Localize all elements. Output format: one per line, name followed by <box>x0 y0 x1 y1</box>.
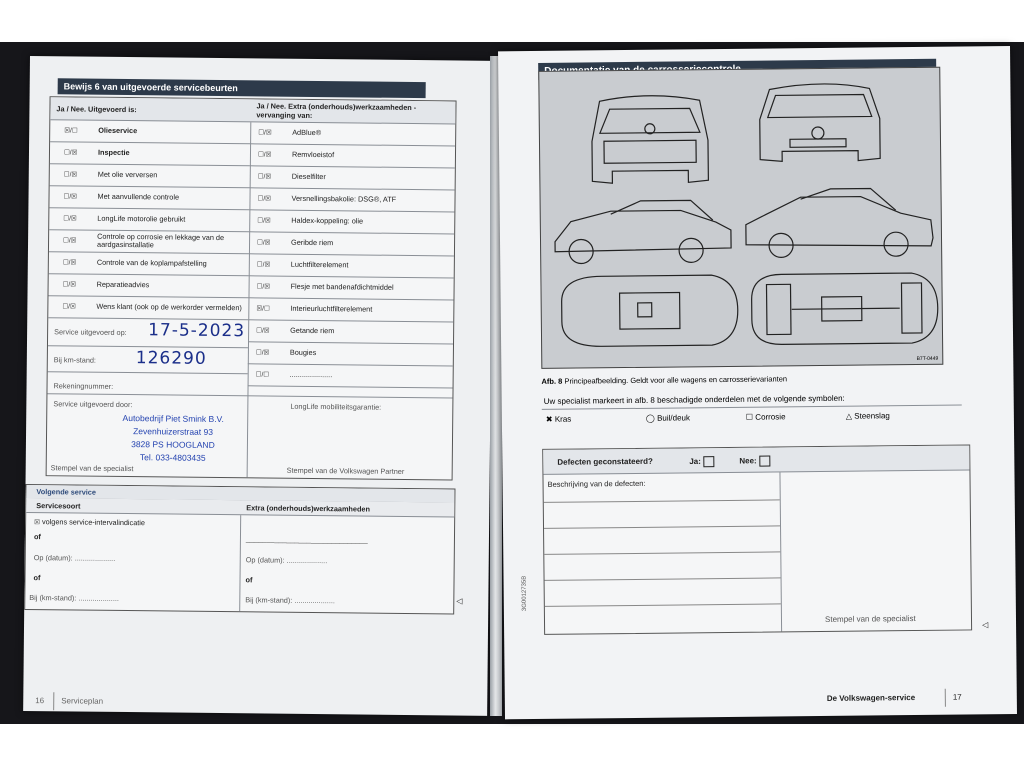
stamp-partner-label: Stempel van de Volkswagen Partner <box>286 465 405 476</box>
car-left-side-view <box>555 210 731 252</box>
yes-no-checkbox[interactable]: ☐/☒ <box>63 149 78 157</box>
damage-symbol-item: △ Steenslag <box>845 411 890 421</box>
next-service-heading: Volgende service <box>36 487 96 497</box>
checklist-label: Dieselfilter <box>291 171 326 181</box>
yes-no-checkbox[interactable]: ☐/☒ <box>63 193 78 201</box>
yes-no-checkbox[interactable]: ☐/☒ <box>257 173 272 181</box>
car-top-view <box>561 275 738 347</box>
yes-no-checkbox[interactable]: ☐/☒ <box>257 217 271 225</box>
yes-no-checkbox[interactable]: ☒/☐ <box>256 305 270 313</box>
km-handwritten: 126290 <box>135 348 207 369</box>
interval-option: ☒ volgens service-intervalindicatie <box>34 517 146 528</box>
page-title-left: Serviceplan <box>61 696 104 706</box>
yes-no-checkbox[interactable]: ☐/☒ <box>62 281 77 289</box>
yes-no-checkbox[interactable]: ☐/☒ <box>255 349 270 357</box>
or-label-3: of <box>245 575 253 585</box>
damage-symbol-item: ☐ Corrosie <box>745 412 786 422</box>
longlife-label: LongLife mobiliteitsgarantie: <box>290 401 382 412</box>
yes-no-checkbox[interactable]: ☐/☒ <box>256 327 270 335</box>
checklist-row <box>248 363 453 388</box>
defects-yes: Ja: <box>689 456 714 467</box>
checklist-label: Bougies <box>289 347 317 357</box>
yes-no-checkbox[interactable]: ☐/☒ <box>63 171 78 179</box>
yes-no-checkbox[interactable]: ☐/☒ <box>258 129 272 137</box>
figure-code: B7T-0449 <box>916 355 939 362</box>
extra-work-heading: Extra (onderhouds)werkzaamheden <box>246 503 370 514</box>
next-date-label-right: Op (datum): .................... <box>245 555 328 566</box>
yes-no-checkbox[interactable]: ☐/☒ <box>63 215 77 223</box>
stamp-specialist-label: Stempel van de specialist <box>50 463 134 474</box>
page-number-right: 17 <box>952 692 962 702</box>
yes-no-checkbox[interactable]: ☐/☒ <box>257 151 272 159</box>
car-right-side-view <box>746 196 934 248</box>
checklist-label: Wens klant (ook op de werkorder vermelden) <box>96 301 242 312</box>
yes-no-checkbox[interactable]: ☐/☒ <box>256 261 271 269</box>
continue-arrow-icon-right: ◁ <box>982 620 989 630</box>
col-left-heading: Ja / Nee. Uitgevoerd is: <box>56 104 137 115</box>
next-service-table: Volgende service Servicesoort Extra (onderhouds)werkzaamheden ☒ volgens service-intervalindicatie of Op (datum): .................... of Bij (km-stand): .................... ______________________________ Op (datum): .................... of Bij (km-stand): .................... <box>24 484 455 614</box>
yes-no-checkbox[interactable]: ☐/☒ <box>256 283 271 291</box>
checklist-label: Interieurluchtfilterelement <box>290 303 373 314</box>
checklist-label: Met aanvullende controle <box>97 191 180 202</box>
checklist-label: Geribde riem <box>291 237 334 247</box>
document-code: 3G0012735B <box>521 575 528 612</box>
checklist-label: Met olie verversen <box>97 169 158 180</box>
left-page-header: Bewijs 6 van uitgevoerde servicebeurten <box>58 78 426 98</box>
defects-no: Nee: <box>739 456 770 467</box>
checklist-label: Controle op corrosie en lekkage van de aardgasinstallatie <box>96 231 225 250</box>
checklist-label: Remvloeistof <box>291 149 335 159</box>
checked-box-icon: ☒ <box>34 519 40 527</box>
or-label-1: of <box>33 532 41 542</box>
damage-symbol-item: ✖ Kras <box>545 414 572 424</box>
invoice-label: Rekeningnummer: <box>53 381 114 391</box>
yes-no-checkbox[interactable]: ☐/☒ <box>63 237 77 245</box>
next-date-label: Op (datum): .................... <box>33 553 116 563</box>
next-km-label: Bij (km-stand): .................... <box>29 593 119 603</box>
service-date-label: Service uitgevoerd op: <box>54 327 127 338</box>
stamp-specialist-label-right: Stempel van de specialist <box>824 614 916 624</box>
car-outline-drawings <box>539 68 942 368</box>
yes-no-checkbox[interactable]: ☐/☒ <box>257 239 271 247</box>
car-diagram <box>538 67 943 369</box>
service-type-heading: Servicesoort <box>36 501 81 511</box>
checklist-label: Versnellingsbakolie: DSG®, ATF <box>291 193 397 204</box>
checklist-label: Reparatieadvies <box>96 279 150 290</box>
yes-no-checkbox[interactable]: ☐/☒ <box>257 195 272 203</box>
checklist-label: ..................... <box>289 369 333 379</box>
yes-no-checkbox[interactable]: ☐/☒ <box>62 303 76 311</box>
service-by-label: Service uitgevoerd door: <box>53 399 133 410</box>
figure-caption: Afb. 8 Principeafbeelding. Geldt voor alle wagens en carrosserievarianten <box>541 374 788 386</box>
left-page <box>23 56 494 716</box>
checklist-label: LongLife motorolie gebruikt <box>97 213 186 224</box>
yes-no-checkbox[interactable]: ☐/☒ <box>62 259 77 267</box>
damage-symbol-item: ◯ Buil/deuk <box>645 413 691 423</box>
description-lines <box>543 447 781 633</box>
description-label: Beschrijving van de defecten: <box>547 478 646 489</box>
checklist-label: Flesje met bandenafdichtmiddel <box>290 281 394 292</box>
marking-instruction: Uw specialist markeert in afb. 8 beschadigde onderdelen met de volgende symbolen: <box>543 393 845 406</box>
service-date-handwritten: 17-5-2023 <box>148 320 246 342</box>
page-title-right: De Volkswagen-service <box>826 693 916 703</box>
checklist-label: Luchtfilterelement <box>290 259 349 270</box>
checklist-label: Controle van de koplampafstelling <box>96 257 207 268</box>
yes-no-checkbox[interactable]: ☐/☐ <box>255 371 270 379</box>
service-table <box>46 96 457 480</box>
dealer-stamp: Autobedrijf Piet Smink B.V. Zevenhuizerstraat 93 3828 PS HOOGLAND Tel. 033-4803435 <box>122 412 224 463</box>
next-km-label-right: Bij (km-stand): .................... <box>245 595 335 606</box>
checklist-label: Getande riem <box>290 325 335 335</box>
checklist-row <box>48 295 248 320</box>
defects-table <box>542 444 972 634</box>
checklist-label: Olieservice <box>98 125 138 135</box>
defects-question: Defecten geconstateerd? <box>557 456 653 467</box>
col-right-heading: Ja / Nee. Extra (onderhouds)werkzaamheden - vervanging van: <box>256 101 417 120</box>
page-number-left: 16 <box>35 696 45 706</box>
or-label-2: of <box>33 573 41 583</box>
continue-arrow-icon: ◁ <box>456 596 463 606</box>
checklist-label: Haldex-koppeling: olie <box>291 215 364 226</box>
km-label: Bij km-stand: <box>53 355 97 365</box>
yes-no-checkbox[interactable]: ☒/☐ <box>64 127 78 135</box>
checklist-label: Inspectie <box>97 147 130 157</box>
right-page <box>498 46 1017 719</box>
checklist-label: AdBlue® <box>292 127 322 137</box>
